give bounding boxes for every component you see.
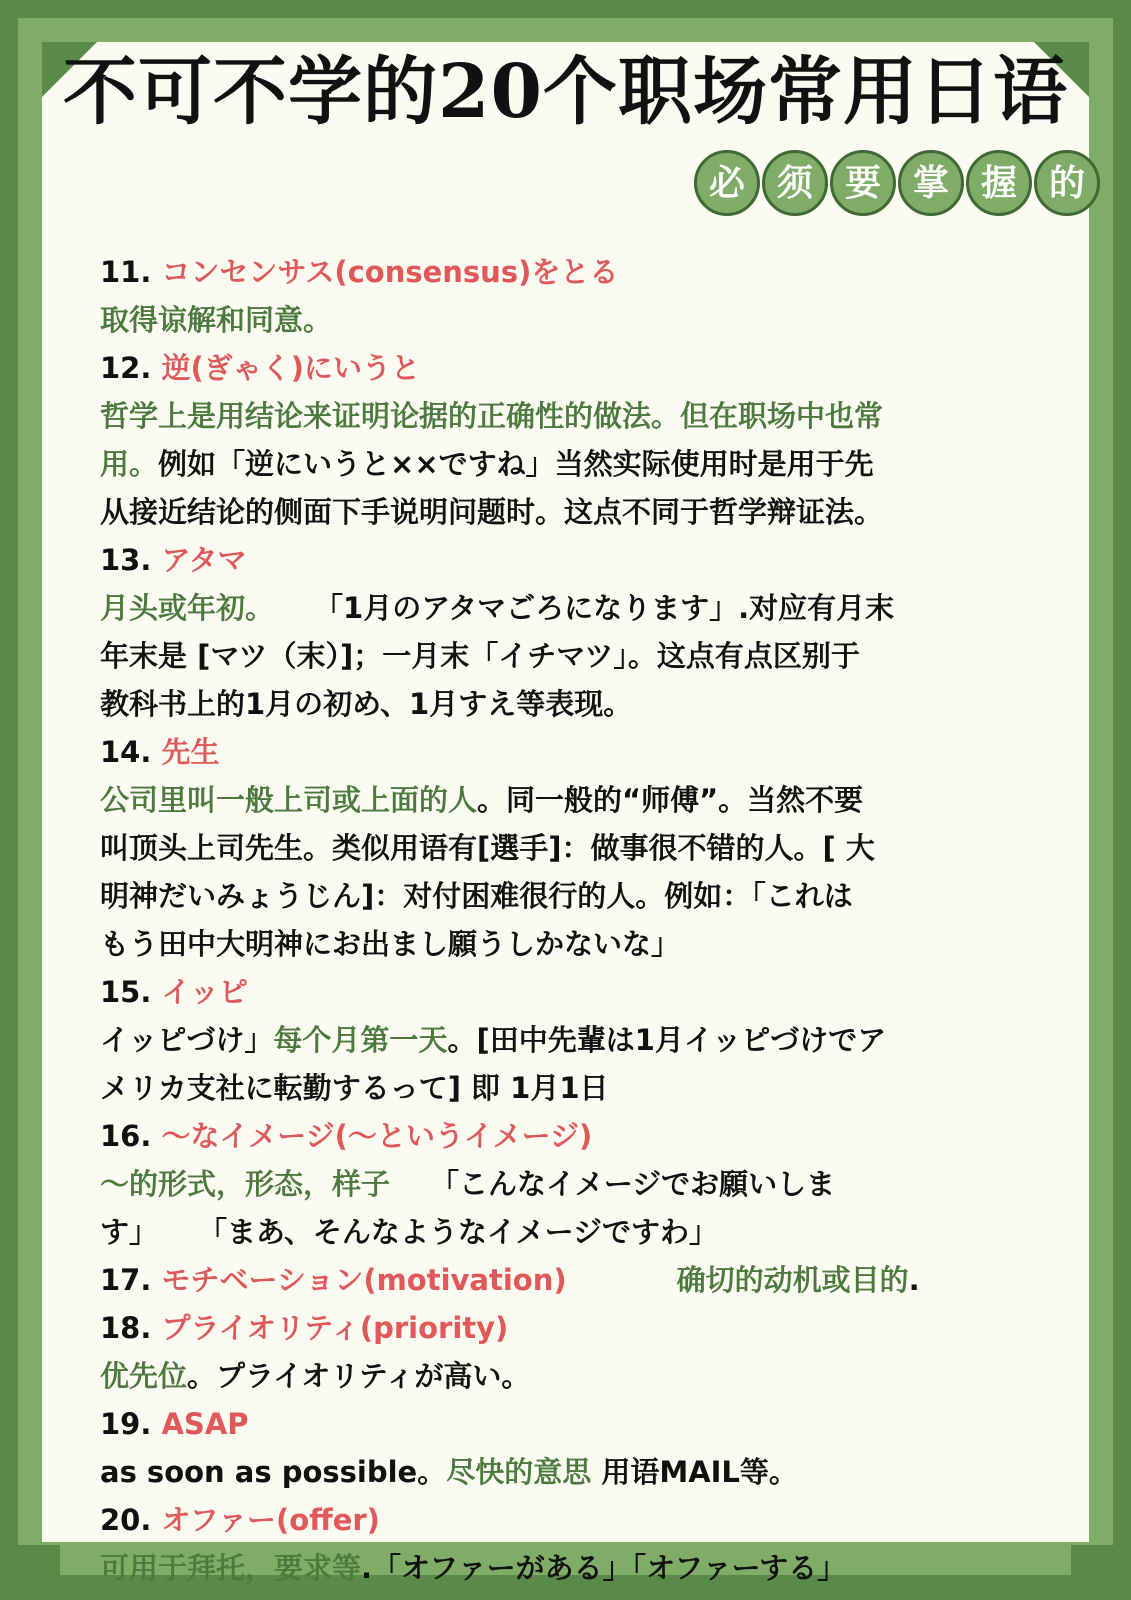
definition-text: 「1月のアタマごろになります」.对应有月末: [314, 591, 895, 625]
badge: 握: [966, 150, 1032, 216]
entry-definition: [100, 776, 1035, 824]
entry-heading: [100, 248, 1035, 296]
entry-heading: [100, 1112, 1035, 1160]
definition-highlight: 优先位: [100, 1359, 188, 1393]
entry-term: ～なイメージ(～というイメージ): [161, 1119, 593, 1153]
entry-definition: [100, 296, 1035, 344]
badge: 要: [830, 150, 896, 216]
entry-number: 11.: [100, 255, 152, 289]
definition-text: 叫顶头上司先生。类似用语有[選手]：做事很不错的人。[ 大: [100, 831, 875, 865]
definition-highlight: 公司里叫一般上司或上面的人: [100, 783, 478, 817]
badge: 须: [762, 150, 828, 216]
entry-definition: [100, 824, 1035, 872]
entry-definition: [100, 1160, 1035, 1208]
definition-text: 从接近结论的侧面下手说明问题时。这点不同于哲学辩证法。: [100, 495, 884, 529]
entry-definition: [100, 680, 1035, 728]
definition-highlight: 可用于拜托，要求等: [100, 1551, 362, 1585]
definition-text: 。[田中先輩は1月イッピづけでア: [447, 1023, 887, 1057]
entry-definition: [100, 920, 1035, 968]
definition-highlight: 用。: [100, 447, 159, 481]
definition-text: メリカ支社に転勤するって] 即 1月1日: [100, 1071, 609, 1105]
definition-text: 「こんなイメージでお願いしま: [430, 1167, 836, 1201]
entry-heading: [100, 536, 1035, 584]
entry-number: 20.: [100, 1503, 152, 1537]
badge: 的: [1034, 150, 1100, 216]
entry-definition: [100, 488, 1035, 536]
entry-term: 先生: [161, 735, 220, 769]
entry-heading: [100, 1256, 1035, 1304]
entry-definition: [100, 1016, 1035, 1064]
entry-definition: [100, 584, 1035, 632]
entry-number: 18.: [100, 1311, 152, 1345]
entry-number: 19.: [100, 1407, 152, 1441]
definition-text: 用语MAIL等。: [591, 1455, 798, 1489]
definition-highlight: 取得谅解和同意。: [100, 303, 333, 337]
entry-term: アタマ: [161, 543, 247, 577]
definition-text: .: [908, 1263, 920, 1297]
entry-definition: [100, 632, 1035, 680]
entry-number: 16.: [100, 1119, 152, 1153]
page-title: 不可不学的20个职场常用日语: [63, 49, 1068, 135]
entry-definition: [100, 1064, 1035, 1112]
badge: 掌: [898, 150, 964, 216]
entry-heading: [100, 344, 1035, 392]
entry-heading: [100, 968, 1035, 1016]
definition-text: もう田中大明神にお出まし願うしかないな」: [100, 927, 681, 961]
definition-text: 。プライオリティが高い。: [187, 1359, 531, 1393]
definition-text: イッピづけ」: [100, 1023, 274, 1057]
entry-term: イッピ: [161, 975, 248, 1009]
entry-definition: [100, 1448, 1035, 1496]
badge: 必: [694, 150, 760, 216]
definition-text: 。同一般的“师傅”。当然不要: [477, 783, 864, 817]
entry-term: 逆(ぎゃく)にいうと: [161, 351, 420, 385]
entry-term: コンセンサス(consensus)をとる: [161, 255, 619, 289]
entry-number: 17.: [100, 1263, 152, 1297]
entry-definition: [100, 1544, 1035, 1592]
entry-term: ASAP: [161, 1407, 249, 1441]
entry-term: モチベーション(motivation): [161, 1263, 567, 1297]
entry-number: 12.: [100, 351, 152, 385]
definition-highlight: ～的形式，形态，样子: [100, 1167, 391, 1201]
definition-highlight: 哲学上是用结论来证明论据的正确性的做法。但在职场中也常: [100, 399, 884, 433]
definition-text: 教科书上的1月の初め、1月すえ等表现。: [100, 687, 633, 721]
entry-term: プライオリティ(priority): [161, 1311, 509, 1345]
entry-definition: [100, 440, 1035, 488]
definition-text: .「オファーがある」「オファーする」: [361, 1551, 847, 1585]
entry-heading: [100, 728, 1035, 776]
definition-text: 例如「逆にいうと××ですね」当然实际使用时是用于先: [158, 447, 874, 481]
definition-text: as soon as possible。: [100, 1455, 447, 1489]
entry-number: 15.: [100, 975, 152, 1009]
entry-term: オファー(offer): [161, 1503, 380, 1537]
entry-definition: [100, 1208, 1035, 1256]
entry-definition: [100, 872, 1035, 920]
definition-text: 明神だいみょうじん]：对付困难很行的人。例如：「これは: [100, 879, 853, 913]
entry-number: 14.: [100, 735, 152, 769]
subtitle-badges: [694, 150, 1100, 216]
definition-text: 年末是 [マツ（末）]；一月末「イチマツ」。这点有点区别于: [100, 639, 860, 673]
entry-number: 13.: [100, 543, 152, 577]
entry-list: [100, 248, 1035, 1592]
definition-text: す」: [100, 1215, 159, 1249]
entry-definition: [100, 392, 1035, 440]
definition-text: 「まあ、そんなようなイメージですわ」: [198, 1215, 718, 1249]
definition-highlight: 确切的动机或目的: [676, 1263, 909, 1297]
definition-highlight: 月头或年初。: [100, 591, 275, 625]
entry-heading: [100, 1304, 1035, 1352]
definition-highlight: 每个月第一天: [273, 1023, 448, 1057]
definition-highlight: 尽快的意思: [446, 1455, 592, 1489]
entry-heading: [100, 1496, 1035, 1544]
entry-heading: [100, 1400, 1035, 1448]
entry-definition: [100, 1352, 1035, 1400]
